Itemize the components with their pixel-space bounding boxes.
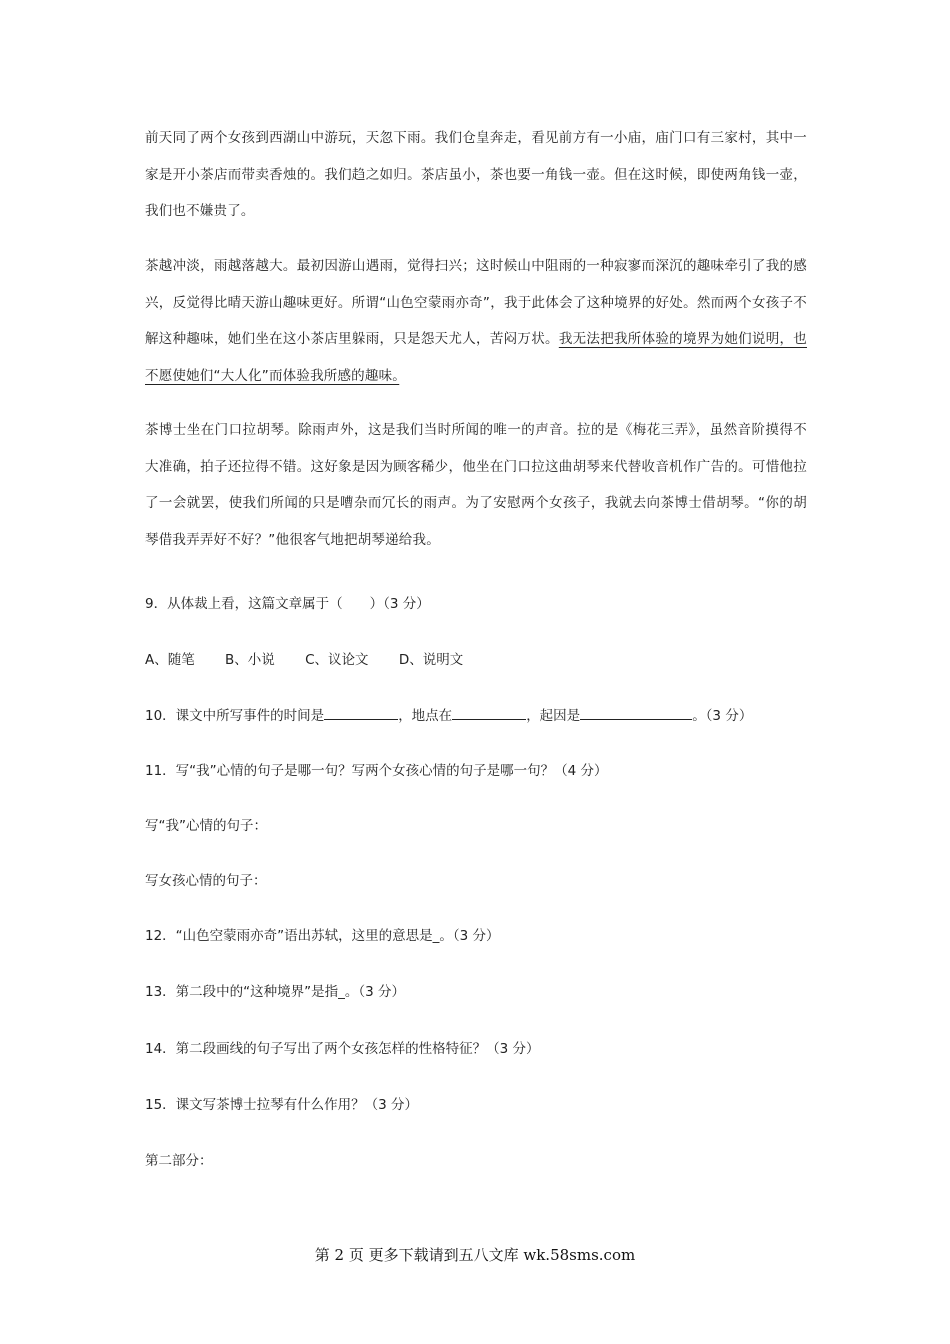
question-10-part-2: ，地点在 [398, 708, 453, 724]
question-9-options [145, 650, 825, 670]
option-b: B、小说 [225, 652, 275, 668]
time-blank[interactable] [324, 705, 398, 720]
cause-blank[interactable] [580, 705, 692, 720]
question-13: 13．第二段中的“这种境界”是指_。（3 分） [145, 984, 406, 1000]
question-15: 15．课文写茶博士拉琴有什么作用？（3 分） [145, 1097, 419, 1113]
underlined-sentence: 我无法把我所体验的境界为她们说明，也不愿使她们“大人化”而体验我所感的趣味。 [145, 331, 808, 384]
option-a: A、随笔 [145, 652, 195, 668]
place-blank[interactable] [452, 705, 526, 720]
question-10 [145, 705, 825, 726]
question-9: 9．从体裁上看，这篇文章属于（ ）（3 分） [145, 596, 430, 612]
question-11-me-label: 写“我”心情的句子： [145, 818, 267, 834]
question-11-girls-label: 写女孩心情的句子： [145, 873, 267, 889]
question-12: 12．“山色空蒙雨亦奇”语出苏轼，这里的意思是_。（3 分） [145, 928, 500, 944]
question-11: 11．写“我”心情的句子是哪一句？写两个女孩心情的句子是哪一句？（4 分） [145, 763, 608, 779]
passage-paragraph-2 [145, 248, 807, 394]
option-d: D、说明文 [398, 652, 464, 668]
question-10-part-4: 。（3 分） [692, 708, 753, 724]
page-footer: 第 2 页 更多下载请到五八文库 wk.58sms.com [314, 1246, 636, 1264]
passage-paragraph-1: 前天同了两个女孩到西湖山中游玩，天忽下雨。我们仓皇奔走，看见前方有一小庙，庙门口有三家村，其中一家是开小茶店而带卖香烛的。我们趋之如归。茶店虽小，茶也要一角钱一壶。但在这时候，即使两角钱一壶，我们也不嫌贵了。 [145, 130, 807, 219]
passage-paragraph-3: 茶博士坐在门口拉胡琴。除雨声外，这是我们当时所闻的唯一的声音。拉的是《梅花三弄》，虽然音阶摸得不大准确，拍子还拉得不错。这好象是因为顾客稀少，他坐在门口拉这曲胡琴来代替收音机作广告的。可惜他拉了一会就罢，使我们所闻的只是嘈杂而冗长的雨声。为了安慰两个女孩子，我就去向茶博士借胡琴。“你的胡琴借我弄弄好不好？”他很客气地把胡琴递给我。 [145, 422, 807, 548]
passage-paragraph-2-text: 茶越冲淡，雨越落越大。最初因游山遇雨，觉得扫兴；这时候山中阻雨的一种寂寥而深沉的趣味牵引了我的感兴，反觉得比晴天游山趣味更好。所谓“山色空蒙雨亦奇”，我于此体会了这种境界的好处。然而两个女孩子不解这种趣味，她们坐在这小茶店里躲雨，只是怨天尤人，苦闷万状。 [145, 258, 807, 347]
part-two-heading: 第二部分： [145, 1153, 213, 1169]
option-c: C、议论文 [305, 652, 369, 668]
question-10-part-1: 10．课文中所写事件的时间是 [145, 708, 325, 724]
question-10-part-3: ，起因是 [526, 708, 581, 724]
question-14: 14．第二段画线的句子写出了两个女孩怎样的性格特征？（3 分） [145, 1041, 540, 1057]
